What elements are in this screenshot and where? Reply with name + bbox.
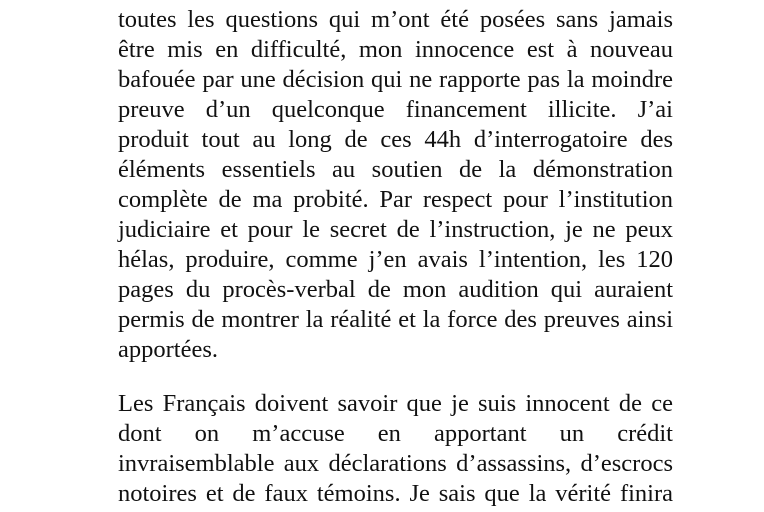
text-line: pages du procès-verbal de mon audition qui auraient (118, 276, 673, 303)
text-line: éléments essentiels au soutien de la démonstration (118, 156, 673, 183)
text-line: dont on m’accuse en apportant un crédit (118, 420, 673, 447)
text-line: notoires et de faux témoins. Je sais que la vérité finira (118, 480, 673, 507)
text-line: produit tout au long de ces 44h d’interrogatoire des (118, 126, 673, 153)
text-line: hélas, produire, comme j’en avais l’intention, les 120 (118, 246, 673, 273)
text-line: permis de montrer la réalité et la force des preuves ainsi (118, 306, 673, 333)
text-line: bafouée par une décision qui ne rapporte pas la moindre (118, 66, 673, 93)
text-line: judiciaire et pour le secret de l’instruction, je ne peux (118, 216, 673, 243)
text-line: toutes les questions qui m’ont été posées sans jamais (118, 6, 673, 33)
text-line: apportées. (118, 336, 218, 363)
text-line: Les Français doivent savoir que je suis innocent de ce (118, 390, 673, 417)
text-line: complète de ma probité. Par respect pour l’institution (118, 186, 673, 213)
text-line: preuve d’un quelconque financement illicite. J’ai (118, 96, 673, 123)
text-line: invraisemblable aux déclarations d’assassins, d’escrocs (118, 450, 673, 477)
text-line: être mis en difficulté, mon innocence est à nouveau (118, 36, 673, 63)
